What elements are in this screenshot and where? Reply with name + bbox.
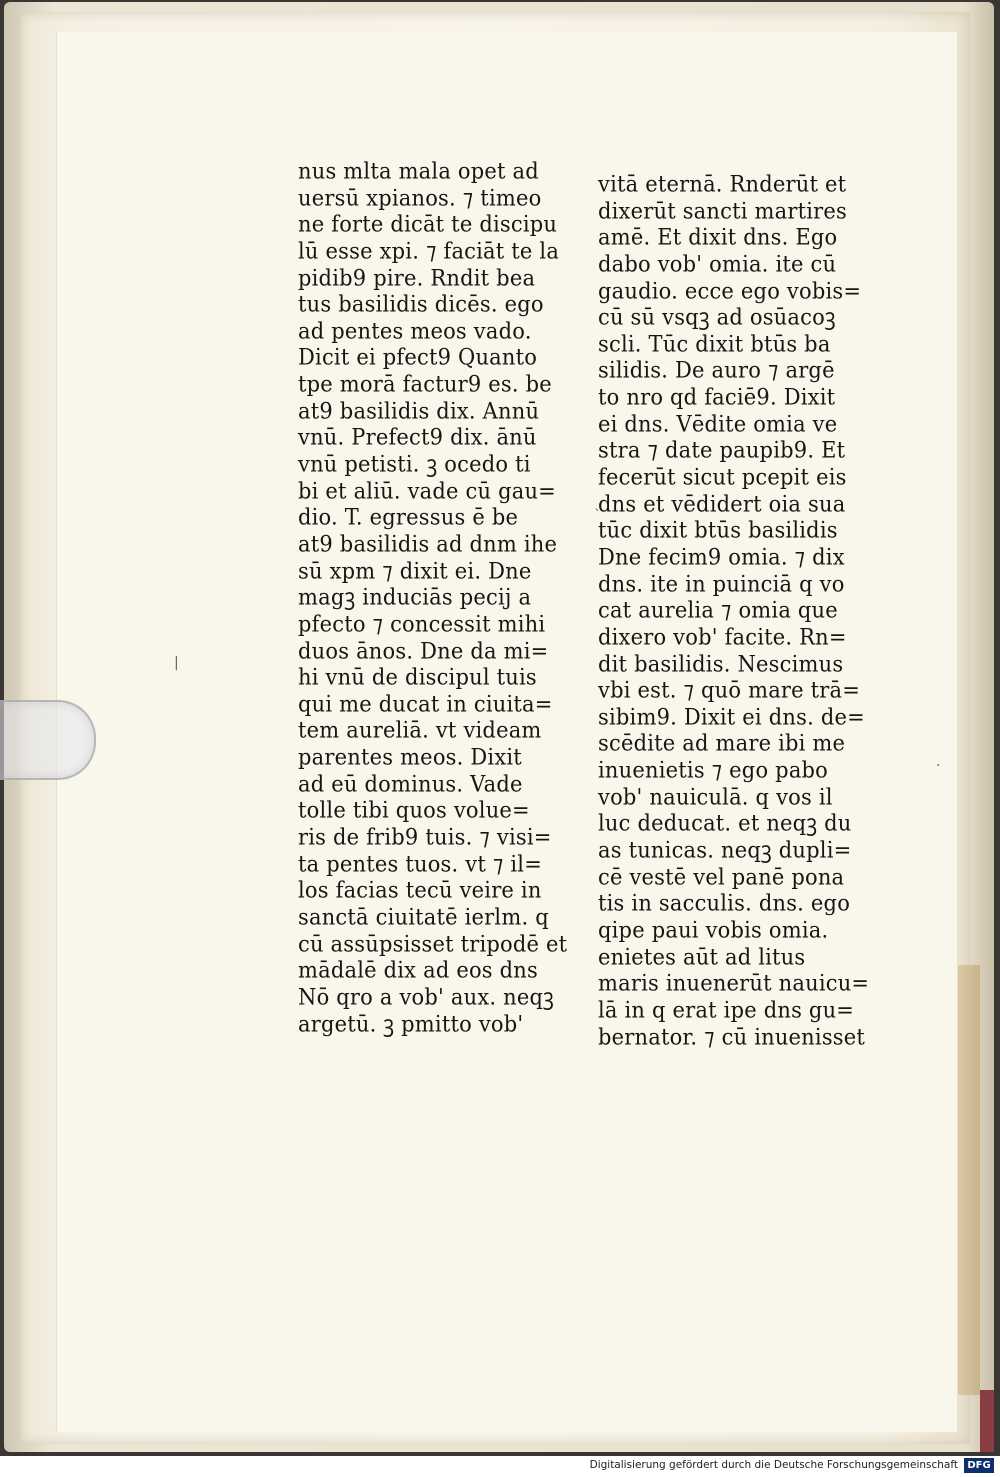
text-line: ta pentes tuos. vt ⁊ il= <box>298 850 543 877</box>
text-line: vnū. Prefect9 dix. ānū <box>298 424 537 451</box>
text-line: magꝫ induciās pecij a <box>298 584 532 611</box>
text-line: bernator. ⁊ cū inuenisset <box>598 1023 866 1050</box>
text-line: maris inuenerūt nauicu= <box>598 970 870 997</box>
text-line: pfecto ⁊ concessit mihi <box>298 610 546 637</box>
text-line: Dicit ei pfect9 Quanto <box>298 344 538 371</box>
text-line: inuenietis ⁊ ego pabo <box>598 757 829 784</box>
dfg-logo: DFG <box>964 1458 994 1473</box>
text-line: cū sū vsqꝫ ad osūacoꝫ <box>598 304 836 331</box>
text-line: dns et vēdidert oia sua <box>598 490 846 517</box>
text-line: gaudio. ecce ego vobis= <box>598 277 862 304</box>
text-line: silidis. De auro ⁊ argē <box>598 357 835 384</box>
text-line: to nro qd faciē9. Dixit <box>598 384 836 411</box>
text-line: at9 basilidis ad dnm ihe <box>298 530 558 557</box>
text-line: vnū petisti. ꝫ ocedo ti <box>298 451 531 477</box>
text-line: mādalē dix ad eos dns <box>298 957 538 984</box>
text-line: ad eū dominus. Vade <box>298 770 523 797</box>
text-line: los facias tecū veire in <box>298 877 542 904</box>
text-line: tolle tibi quos volue= <box>298 797 530 824</box>
text-line: scēdite ad mare ibi me <box>598 730 846 757</box>
page-clip <box>0 700 96 780</box>
text-line: lū esse xpi. ⁊ faciāt te la <box>298 237 560 264</box>
text-line: duos ānos. Dne da mi= <box>298 637 549 664</box>
text-line: dio. T. egressus ē be <box>298 504 519 531</box>
text-line: tus basilidis dicēs. ego <box>298 291 544 318</box>
margin-mark: · <box>936 758 941 774</box>
text-line: enietes aūt ad litus <box>598 943 806 970</box>
text-line: dit basilidis. Nescimus <box>598 650 844 677</box>
text-line: as tunicas. neqꝫ dupli= <box>598 837 852 863</box>
text-line: dabo vob' omia. ite cū <box>598 250 837 277</box>
text-line: parentes meos. Dixit <box>298 744 522 771</box>
text-line: Dne fecim9 omia. ⁊ dix <box>598 543 845 570</box>
text-line: at9 basilidis dix. Annū <box>298 397 540 424</box>
text-line: bi et aliū. vade cū gau= <box>298 477 556 504</box>
text-line: scli. Tūc dixit btūs ba <box>598 330 831 357</box>
text-line: sanctā ciuitatē ierlm. q <box>298 903 549 930</box>
text-line: qui me ducat in ciuita= <box>298 690 553 717</box>
text-line: ei dns. Vēdite omia ve <box>598 410 838 437</box>
text-line: hi vnū de discipul tuis <box>298 664 537 691</box>
text-line: fecerūt sicut pcepit eis <box>598 464 847 490</box>
text-line: sibim9. Dixit ei dns. de= <box>598 703 865 730</box>
text-line: tūc dixit btūs basilidis <box>598 517 838 544</box>
text-line: Nō qro a vob' aux. neqꝫ <box>298 983 555 1010</box>
text-line: uersū xpianos. ⁊ timeo <box>298 184 542 211</box>
text-line: cē vestē vel panē pona <box>598 863 845 890</box>
margin-mark: | <box>174 655 179 671</box>
margin-mark: ` <box>594 508 601 524</box>
text-line: dixerūt sancti martires <box>598 197 847 224</box>
text-line: luc deducat. et neqꝫ du <box>598 810 852 837</box>
text-line: ad pentes meos vado. <box>298 317 532 344</box>
text-line: vbi est. ⁊ quō mare trā= <box>598 677 861 704</box>
binding-edge <box>980 1390 994 1452</box>
text-line: vob' nauiculā. q vos il <box>598 783 833 810</box>
text-line: tpe morā factur9 es. be <box>298 371 552 398</box>
right-text-column <box>598 171 898 1050</box>
text-line: lā in q erat ipe dns gu= <box>598 996 855 1023</box>
text-line: ris de frib9 tuis. ⁊ visi= <box>298 824 552 850</box>
text-line: tis in sacculis. dns. ego <box>598 890 851 917</box>
text-line: cū assūpsisset tripodē et <box>298 930 568 957</box>
text-line: tem aureliā. vt videam <box>298 717 542 744</box>
text-line: pidib9 pire. Rndit bea <box>298 264 536 291</box>
text-line: sū xpm ⁊ dixit ei. Dne <box>298 557 532 584</box>
left-text-column <box>298 158 588 1037</box>
footer-credit: Digitalisierung gefördert durch die Deutsche Forschungsgemeinschaft <box>589 1459 958 1471</box>
text-line: nus mlta mala opet ad <box>298 158 539 184</box>
right-page-edge <box>958 965 980 1395</box>
text-line: amē. Et dixit dns. Ego <box>598 224 838 251</box>
text-line: cat aurelia ⁊ omia que <box>598 597 838 624</box>
text-line: stra ⁊ date paupib9. Et <box>598 437 846 464</box>
text-line: ne forte dicāt te discipu <box>298 211 558 238</box>
text-line: dixero vob' facite. Rn= <box>598 623 847 650</box>
text-line: argetū. ꝫ pmitto vob' <box>298 1010 524 1037</box>
text-line: dns. ite in puinciā q vo <box>598 570 845 597</box>
text-line: qipe paui vobis omia. <box>598 916 829 943</box>
text-line: vitā eternā. Rnderūt et <box>598 171 847 197</box>
